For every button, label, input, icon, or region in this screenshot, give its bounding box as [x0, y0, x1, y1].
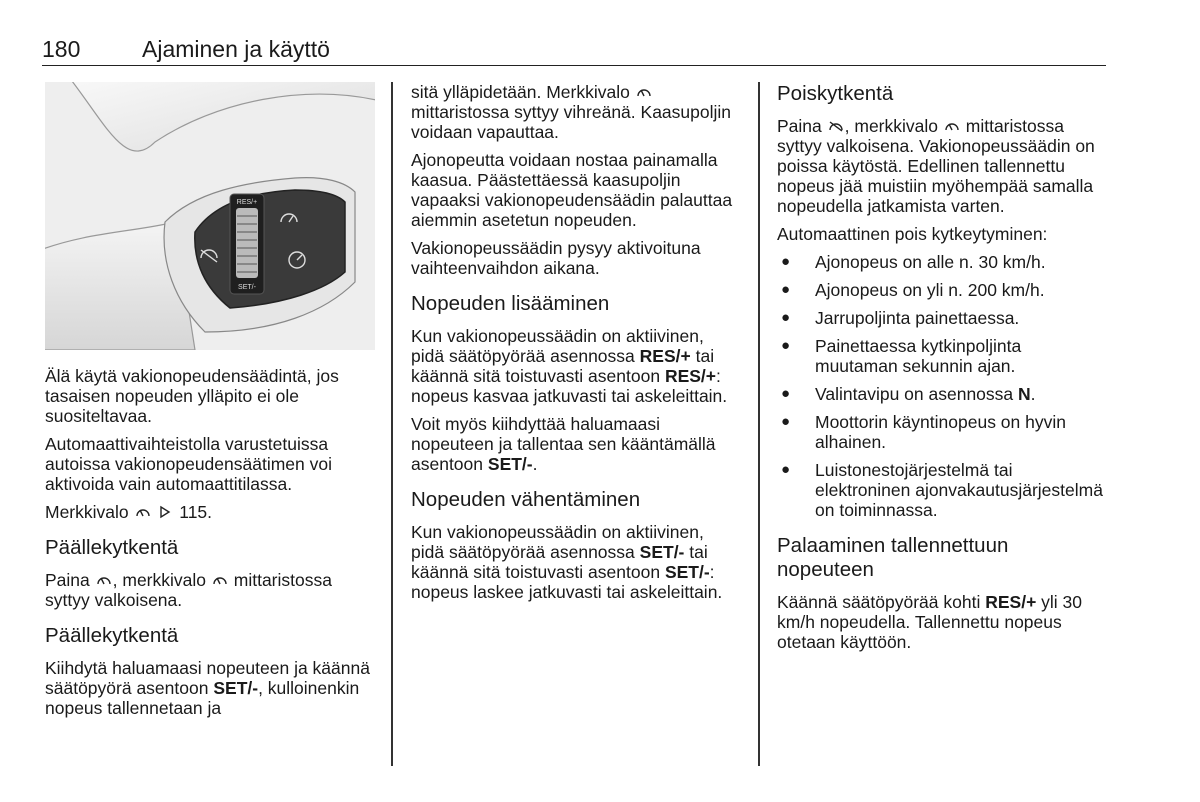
- section-heading: Nopeuden lisääminen: [411, 292, 610, 315]
- control-position: SET/-: [639, 542, 685, 562]
- column-middle: [411, 82, 741, 610]
- column-divider: [391, 82, 393, 766]
- text: sitä ylläpidetään. Merkkivalo: [411, 82, 630, 102]
- section-heading: Palaaminen tallennettuun nopeuteen: [777, 534, 1009, 581]
- text: , kulloinenkin nopeus tallennetaan ja: [45, 678, 360, 718]
- paragraph: Ajonopeutta voidaan nostaa painamalla kaasua. Päästettäessä kaasupoljin vapaaksi vakionopeudensäädin palauttaa aiemmin asetetun nopeuden.: [411, 150, 733, 230]
- control-position: SET/-: [664, 562, 710, 582]
- paragraph: [45, 502, 375, 522]
- paragraph: [411, 414, 741, 474]
- text: Paina: [45, 570, 90, 590]
- cruise-off-icon: [827, 118, 845, 134]
- cruise-control-icon: [95, 572, 113, 588]
- text: Käännä säätöpyörää kohti: [777, 592, 981, 612]
- cruise-control-icon: [134, 504, 152, 520]
- list-item: [777, 384, 1107, 404]
- section-heading: Nopeuden vähentäminen: [411, 488, 641, 511]
- paragraph: [777, 116, 1107, 216]
- list-item: ● Ajonopeus on alle n. 30 km/h.: [777, 252, 1107, 272]
- cruise-control-icon: [211, 572, 229, 588]
- text: Voit myös kiihdyttää haluamaasi nopeuteen ja tallentaa sen kääntämällä asentoon: [411, 414, 716, 474]
- text: , merkkivalo: [844, 116, 938, 136]
- paragraph: Älä käytä vakionopeudensäädintä, jos tasaisen nopeuden ylläpito ei ole suositeltavaa.: [45, 366, 339, 426]
- paragraph: [777, 592, 1107, 652]
- paragraph: [411, 522, 741, 602]
- text: Valintavipu on asennossa: [815, 384, 1014, 404]
- section-heading: Päällekytkentä: [45, 536, 179, 559]
- control-position: RES/+: [639, 346, 691, 366]
- control-position: SET/-: [213, 678, 259, 698]
- wheel-label-set: SET/-: [238, 284, 256, 291]
- text: Kun vakionopeussäädin on aktiivinen, pidä säätöpyörää asennossa: [411, 522, 704, 562]
- reference-arrow-icon: [156, 504, 174, 520]
- list-item: ● Jarrupoljinta painettaessa.: [777, 308, 1107, 328]
- paragraph: [45, 570, 375, 610]
- paragraph: Vakionopeussäädin pysyy aktivoituna vaihteenvaihdon aikana.: [411, 238, 701, 278]
- text: Paina: [777, 116, 822, 136]
- paragraph: [45, 658, 375, 718]
- gear-position: N: [1018, 384, 1031, 404]
- column-left: [45, 82, 375, 726]
- page-reference: 115.: [179, 502, 213, 522]
- text: : nopeus laskee jatkuvasti tai askeleittain.: [411, 562, 723, 602]
- text: Kiihdytä haluamaasi nopeuteen ja käännä säätöpyörä asentoon: [45, 658, 370, 698]
- text: , merkkivalo: [112, 570, 206, 590]
- section-heading: Poiskytkentä: [777, 82, 894, 105]
- text: tai käännä sitä toistuvasti asentoon: [411, 542, 708, 582]
- auto-off-list: [777, 252, 1107, 520]
- cruise-control-icon: [943, 118, 961, 134]
- steering-wheel-drawing: [45, 82, 375, 350]
- list-item: ● Luistonestojärjestelmä tai elektroninen ajonvakautusjärjestelmä on toiminnassa.: [777, 460, 1107, 520]
- paragraph: [411, 326, 741, 406]
- paragraph: [411, 82, 741, 142]
- steering-wheel-illustration: [45, 82, 375, 350]
- section-heading: Päällekytkentä: [45, 624, 179, 647]
- text: mittaristossa syttyy valkoisena.: [45, 570, 332, 610]
- wheel-label-res: RES/+: [236, 199, 258, 206]
- control-position: RES/+: [985, 592, 1037, 612]
- text: Kun vakionopeussäädin on aktiivinen, pidä säätöpyörää asennossa: [411, 326, 704, 366]
- text: mittaristossa syttyy valkoisena. Vakionopeussäädin on poissa käytöstä. Edellinen tallennettu nopeus jää muistiin myöhempää samalla nopeudella jatkamista varten.: [777, 116, 1095, 216]
- paragraph: Automaattinen pois kytkeytyminen:: [777, 224, 1048, 244]
- control-position: RES/+: [664, 366, 717, 386]
- list-item: ● Painettaessa kytkinpoljinta muutaman sekunnin ajan.: [777, 336, 1107, 376]
- list-item: ● Moottorin käyntinopeus on hyvin alhainen.: [777, 412, 1107, 452]
- chapter-title: Ajaminen ja käyttö: [142, 36, 330, 62]
- text: .: [1030, 384, 1036, 404]
- page-header: [42, 34, 1106, 66]
- text: tai käännä sitä toistuvasti asentoon: [411, 346, 715, 386]
- paragraph: Automaattivaihteistolla varustetuissa autoissa vakionopeudensäätimen voi aktivoida vain automaattitilassa.: [45, 434, 332, 494]
- text: .: [532, 454, 538, 474]
- column-divider: [758, 82, 760, 766]
- text: Merkkivalo: [45, 502, 129, 522]
- cruise-control-icon: [635, 84, 653, 100]
- page-number: 180: [42, 36, 81, 62]
- text: yli 30 km/h nopeudella. Tallennettu nopeus otetaan käyttöön.: [777, 592, 1083, 652]
- control-position: SET/-: [487, 454, 533, 474]
- text: : nopeus kasvaa jatkuvasti tai askeleittain.: [411, 366, 728, 406]
- list-item: ● Ajonopeus on yli n. 200 km/h.: [777, 280, 1107, 300]
- column-right: [777, 82, 1107, 660]
- text: mittaristossa syttyy vihreänä. Kaasupoljin voidaan vapauttaa.: [411, 102, 731, 142]
